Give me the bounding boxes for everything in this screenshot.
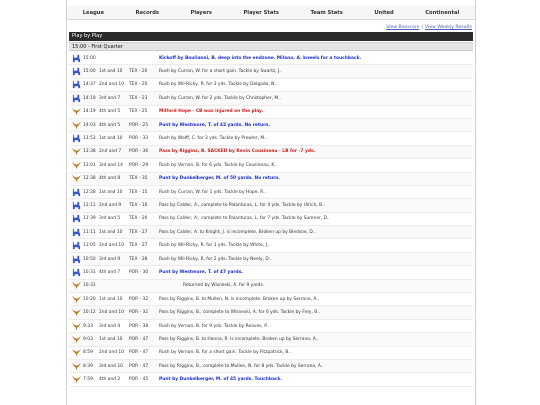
play-yardline: POR - 47 (129, 336, 149, 342)
bull-horns-icon (72, 107, 81, 116)
steer-icon (72, 80, 81, 89)
play-description: Pass by Riggins, B. SACKED by Kevin Cousineau - LB for -7 yds. (159, 149, 316, 155)
play-down: 2nd and 9 (99, 202, 122, 208)
team-logo (69, 214, 83, 224)
page-frame (66, 0, 476, 405)
play-description: Rush by Curran, W. for 1 yds. Tackle by Hope, R.. (159, 189, 266, 195)
play-description: Punt by Dunkelberger, M. of 50 yards. No return. (159, 176, 281, 182)
play-row (69, 79, 473, 92)
play-down: 4th and 5 (99, 122, 121, 128)
play-yardline: TEX - 16 (129, 202, 148, 208)
nav-item-records[interactable]: Records (135, 9, 160, 16)
bull-horns-icon (72, 335, 81, 344)
play-down: 3rd and 14 (99, 162, 123, 168)
play-down: 2nd and 10 (99, 350, 125, 356)
play-time: 13:38 (83, 149, 96, 155)
play-list (69, 52, 473, 387)
play-yardline: POR - 25 (129, 122, 149, 128)
play-description: Returned by Wisneski, A. for 9 yards. (183, 283, 265, 289)
team-logo (69, 67, 83, 77)
play-description: Rush by Wil-Ricky, R. for 1 yds. Tackle by White, J.. (159, 243, 270, 249)
play-row (69, 52, 473, 65)
team-logo (69, 241, 83, 251)
bull-horns-icon (72, 121, 81, 130)
team-logo (69, 227, 83, 237)
bull-horns-icon (72, 174, 81, 183)
play-time: 7:59 (83, 377, 93, 383)
play-yardline: POR - 32 (129, 296, 149, 302)
play-yardline: TEX - 25 (129, 109, 148, 115)
play-row (69, 146, 473, 159)
team-logo (69, 53, 83, 63)
team-logo (69, 174, 83, 184)
steer-icon (72, 67, 81, 76)
steer-icon (72, 214, 81, 223)
play-time: 10:12 (83, 310, 96, 316)
play-row (69, 92, 473, 105)
play-down: 4th and 2 (99, 377, 121, 383)
play-time: 11:39 (83, 216, 96, 222)
team-logo (69, 160, 83, 170)
play-yardline: TEX - 20 (129, 69, 148, 75)
nav-item-league[interactable]: League (82, 9, 104, 16)
play-row (69, 159, 473, 172)
play-time: 15:00 (83, 69, 96, 75)
play-yardline: POR - 33 (129, 136, 149, 142)
play-description: Pass by Calder, A., complete to Palanturas, L. for 7 yds. Tackle by Sumner, D.. (159, 216, 330, 222)
play-yardline: POR - 32 (129, 310, 149, 316)
view-boxscore-link[interactable]: View Boxscore (386, 25, 420, 30)
play-description: Rush by Vernon, B. for 9 yds. Tackle by Reaves, P.. (159, 323, 269, 329)
play-description: Rush by Wil-Ricky, R. for 2 yds. Tackle by Neely, D.. (159, 256, 272, 262)
play-row (69, 239, 473, 252)
steer-icon (72, 241, 81, 250)
play-down: 3rd and 5 (99, 216, 121, 222)
play-time: 9:03 (83, 336, 93, 342)
bull-horns-icon (72, 295, 81, 304)
play-time: 12:11 (83, 202, 96, 208)
play-description: Punt by Westmore, T. of 42 yards. No return. (159, 122, 271, 128)
play-down: 4th and 5 (99, 109, 121, 115)
play-time: 10:31 (83, 283, 96, 289)
play-description: Pass by Riggins, B., complete to Mullen, N. for 8 yds. Tackle by Serrano, A.. (159, 363, 324, 369)
quarter-header: 15:00 - First Quarter (69, 42, 473, 51)
team-logo (69, 294, 83, 304)
play-time: 12:38 (83, 176, 96, 182)
team-logo (69, 308, 83, 318)
steer-icon (72, 201, 81, 210)
play-down: 3rd and 9 (99, 256, 121, 262)
play-time: 8:59 (83, 350, 93, 356)
play-row (69, 65, 473, 78)
play-row (69, 373, 473, 386)
play-down: 3rd and 10 (99, 363, 123, 369)
play-down: 4th and 8 (99, 176, 121, 182)
play-yardline: TEX - 35 (129, 176, 148, 182)
play-description: Milford Hope - CB was injured on the play. (159, 109, 264, 115)
play-time: 9:33 (83, 323, 93, 329)
play-yardline: TEX - 20 (129, 216, 148, 222)
play-time: 14:03 (83, 122, 96, 128)
play-time: 11:11 (83, 229, 96, 235)
play-description: Punt by Westmore, T. of 47 yards. (159, 269, 243, 275)
play-time: 10:31 (83, 269, 96, 275)
team-logo (69, 107, 83, 117)
bull-horns-icon (72, 147, 81, 156)
play-description: Pass by Riggins, B., complete to Wisneski, A. for 6 yds. Tackle by Frey, B.. (159, 310, 321, 316)
play-down: 4th and 7 (99, 269, 121, 275)
team-logo (69, 267, 83, 277)
play-description: Rush by Vernon, B. for 6 yds. Tackle by Cousineau, K.. (159, 162, 278, 168)
play-yardline: TEX - 20 (129, 82, 148, 88)
play-row (69, 199, 473, 212)
play-down: 1st and 10 (99, 336, 123, 342)
nav-item-player-stats[interactable]: Player Stats (243, 9, 279, 16)
bull-horns-icon (72, 281, 81, 290)
view-weekly-results-link[interactable]: View Weekly Results (425, 25, 472, 30)
play-time: 13:01 (83, 162, 96, 168)
play-description: Punt by Dunkelberger, M. of 45 yards. Touchback. (159, 377, 283, 383)
play-time: 14:19 (83, 109, 96, 115)
steer-icon (72, 134, 81, 143)
team-logo (69, 375, 83, 385)
team-logo (69, 361, 83, 371)
play-time: 8:39 (83, 363, 93, 369)
play-description: Pass by Calder, A., complete to Palanturas, L. for 4 yds. Tackle by Ulrich, B.. (159, 202, 325, 208)
play-down: 3rd and 4 (99, 323, 121, 329)
play-row (69, 306, 473, 319)
play-row (69, 119, 473, 132)
play-description: Rush by Curran, W. for 2 yds. Tackle by Christopher, M.. (159, 95, 281, 101)
play-row (69, 173, 473, 186)
play-yardline: POR - 29 (129, 162, 149, 168)
play-time: 14:19 (83, 95, 96, 101)
play-yardline: POR - 38 (129, 323, 149, 329)
team-logo (69, 187, 83, 197)
play-row (69, 132, 473, 145)
play-down: 1st and 10 (99, 296, 123, 302)
play-row (69, 293, 473, 306)
team-logo (69, 254, 83, 264)
play-time: 10:20 (83, 296, 96, 302)
play-time: 12:28 (83, 189, 96, 195)
nav-item-team-stats[interactable]: Team Stats (310, 9, 343, 16)
play-down: 2nd and 10 (99, 82, 125, 88)
play-by-play-header: Play by Play (69, 32, 473, 41)
play-yardline: TEX - 15 (129, 189, 148, 195)
steer-icon (72, 268, 81, 277)
play-down: 3rd and 7 (99, 95, 121, 101)
play-yardline: TEX - 27 (129, 243, 148, 249)
team-logo (69, 80, 83, 90)
play-down: 1st and 10 (99, 136, 123, 142)
play-yardline: POR - 47 (129, 363, 149, 369)
play-down: 1st and 10 (99, 229, 123, 235)
steer-icon (72, 188, 81, 197)
play-down: 2nd and 7 (99, 149, 122, 155)
play-row (69, 320, 473, 333)
team-logo (69, 147, 83, 157)
play-yardline: POR - 36 (129, 149, 149, 155)
team-logo (69, 93, 83, 103)
play-row (69, 360, 473, 373)
play-down: 2nd and 10 (99, 243, 125, 249)
report-links (386, 25, 472, 30)
play-row (69, 106, 473, 119)
bull-horns-icon (72, 322, 81, 331)
bull-horns-icon (72, 362, 81, 371)
play-description: Kickoff by Boulianni, B. deep into the endzone. Milano, A. kneels for a touchback. (159, 55, 362, 61)
team-logo (69, 134, 83, 144)
play-row (69, 333, 473, 346)
play-time: 15:00 (83, 55, 96, 61)
steer-icon (72, 228, 81, 237)
play-description: Pass by Riggins, B. to Hanna, R. is incomplete. Broken up by Serrano, A.. (159, 336, 319, 342)
play-description: Rush by Wil-Ricky, R. for 3 yds. Tackle by Delgado, N.. (159, 82, 278, 88)
bull-horns-icon (72, 375, 81, 384)
nav-item-united[interactable]: United (374, 9, 394, 16)
play-row (69, 347, 473, 360)
bull-horns-icon (72, 348, 81, 357)
play-time: 14:37 (83, 82, 96, 88)
team-logo (69, 321, 83, 331)
play-row (69, 213, 473, 226)
top-nav (67, 6, 475, 20)
play-description: Rush by Curran, W. for a short gain. Tackle by Swartz, J.. (159, 69, 283, 75)
play-row (69, 186, 473, 199)
play-yardline: POR - 47 (129, 350, 149, 356)
team-logo (69, 348, 83, 358)
play-yardline: TEX - 23 (129, 95, 148, 101)
bull-horns-icon (72, 308, 81, 317)
play-time: 13:53 (83, 136, 96, 142)
play-row (69, 253, 473, 266)
link-separator: | (421, 25, 423, 30)
steer-icon (72, 255, 81, 264)
nav-item-continental[interactable]: Continental (425, 9, 460, 16)
steer-icon (72, 54, 81, 63)
bull-horns-icon (72, 161, 81, 170)
play-row (69, 266, 473, 279)
play-yardline: TEX - 27 (129, 229, 148, 235)
play-down: 2nd and 10 (99, 310, 125, 316)
team-logo (69, 281, 83, 291)
play-row (69, 280, 473, 293)
play-yardline: TEX - 28 (129, 256, 148, 262)
team-logo (69, 200, 83, 210)
play-time: 11:05 (83, 243, 96, 249)
play-description: Pass by Calder, A. to Knight, J. is incomplete. Broken up by Bledsoe, D.. (159, 229, 316, 235)
play-row (69, 226, 473, 239)
play-description: Rush by Wolff, C. for 3 yds. Tackle by Prewler, M.. (159, 136, 267, 142)
nav-item-players[interactable]: Players (190, 9, 212, 16)
team-logo (69, 334, 83, 344)
play-down: 1st and 10 (99, 69, 123, 75)
play-down: 1st and 10 (99, 189, 123, 195)
play-yardline: POR - 45 (129, 377, 149, 383)
play-yardline: POR - 30 (129, 269, 149, 275)
steer-icon (72, 94, 81, 103)
play-time: 10:50 (83, 256, 96, 262)
play-description: Rush by Vernon, B. for a short gain. Tackle by Fitzpatrick, B.. (159, 350, 292, 356)
team-logo (69, 120, 83, 130)
play-description: Pass by Riggins, B. to Mullen, N. is incomplete. Broken up by Serrano, A.. (159, 296, 320, 302)
